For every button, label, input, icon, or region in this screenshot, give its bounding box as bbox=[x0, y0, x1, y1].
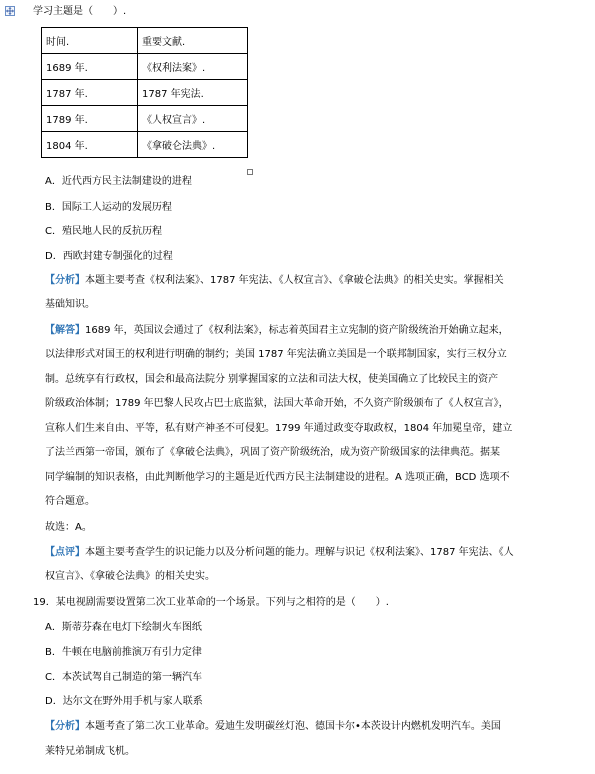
answer-text: 宣称人们生来自由、平等，私有财产神圣不可侵犯。1799 年通过政变夺取政权，1804 年加冕皇帝，建立 bbox=[45, 423, 513, 434]
table-cell: 1689 年. bbox=[42, 54, 138, 80]
analysis-text: 本题主要考查《权利法案》、1787 年宪法、《人权宣言》、《拿破仑法典》的相关史实。掌握相关 bbox=[85, 275, 504, 286]
table-row bbox=[42, 54, 248, 80]
comment-text: 本题主要考查学生的识记能力以及分析问题的能力。理解与识记《权利法案》、1787 年宪法、《人 bbox=[85, 547, 514, 558]
table-cell: 《拿破仑法典》. bbox=[138, 132, 248, 158]
table-cell: 《人权宣言》. bbox=[138, 106, 248, 132]
table-cell: 1789 年. bbox=[42, 106, 138, 132]
option-c: C．殖民地人民的反抗历程 bbox=[45, 226, 162, 237]
table-row bbox=[42, 132, 248, 158]
q19-option-c: C．本茨试驾自己制造的第一辆汽车 bbox=[45, 672, 202, 683]
move-arrows-icon bbox=[6, 7, 14, 15]
analysis-text: 基础知识。 bbox=[45, 299, 95, 310]
table-header-cell: 时间. bbox=[42, 28, 138, 54]
analysis2-tag: 【分析】 bbox=[45, 721, 85, 732]
analysis2-text: 本题考查了第二次工业革命。爱迪生发明碳丝灯泡、德国卡尔•本茨设计内燃机发明汽车。美国 bbox=[85, 721, 501, 732]
answer-text: 了法兰西第一帝国，颁布了《拿破仑法典》，巩固了资产阶级统治，成为资产阶级国家的法律典范。据某 bbox=[45, 447, 500, 458]
analysis-tag: 【分析】 bbox=[45, 275, 85, 286]
table-cell: 1787 年宪法. bbox=[138, 80, 248, 106]
table-cell: 1804 年. bbox=[42, 132, 138, 158]
analysis2-paragraph bbox=[45, 720, 501, 734]
option-d: D．西欧封建专制强化的过程 bbox=[45, 251, 173, 262]
answer-text: 以法律形式对国王的权利进行明确的制约；美国 1787 年宪法确立美国是一个联邦制国家，实行三权分立 bbox=[45, 349, 507, 360]
option-b: B．国际工人运动的发展历程 bbox=[45, 202, 172, 213]
analysis2-text: 莱特兄弟制成飞机。 bbox=[45, 746, 135, 757]
answer-text: 符合题意。 bbox=[45, 496, 95, 507]
q19-option-a: A．斯蒂芬森在电灯下绘制火车图纸 bbox=[45, 622, 202, 633]
table-cell: 《权利法案》. bbox=[138, 54, 248, 80]
move-anchor-icon[interactable] bbox=[5, 6, 15, 16]
q19-option-d: D．达尔文在野外用手机与家人联系 bbox=[45, 696, 203, 707]
answer-text: 阶级政治体制；1789 年巴黎人民攻占巴士底监狱，法国大革命开始，不久资产阶级颁布了《人权宣言》， bbox=[45, 398, 509, 409]
question-19-stem: 19．某电视剧需要设置第二次工业革命的一个场景。下列与之相符的是（ ）. bbox=[33, 597, 389, 608]
comment-tag: 【点评】 bbox=[45, 547, 85, 558]
answer-text: 1689 年，英国议会通过了《权利法案》，标志着英国君主立宪制的资产阶级统治开始确立起来， bbox=[85, 325, 509, 336]
option-a: A．近代西方民主法制建设的进程 bbox=[45, 176, 192, 187]
table-cell: 1787 年. bbox=[42, 80, 138, 106]
comment-text: 权宣言》、《拿破仑法典》的相关史实。 bbox=[45, 571, 215, 582]
answer-paragraph bbox=[45, 324, 509, 338]
answer-tag: 【解答】 bbox=[45, 325, 85, 336]
table-header-row bbox=[42, 28, 248, 54]
analysis-paragraph bbox=[45, 274, 504, 288]
table-row bbox=[42, 106, 248, 132]
q19-option-b: B．牛顿在电脑前推演万有引力定律 bbox=[45, 647, 202, 658]
table-header-cell: 重要文献. bbox=[138, 28, 248, 54]
answer-text: 制。总统享有行政权，国会和最高法院分 别掌握国家的立法和司法大权，使美国确立了比较民主的资产 bbox=[45, 374, 499, 385]
literature-table bbox=[41, 27, 248, 158]
question-intro: 学习主题是（ ）. bbox=[33, 6, 127, 17]
answer-text: 同学编制的知识表格，由此判断他学习的主题是近代西方民主法制建设的进程。A 选项正确，BCD 选项不 bbox=[45, 472, 510, 483]
table-row bbox=[42, 80, 248, 106]
comment-paragraph bbox=[45, 546, 514, 560]
table-resize-handle[interactable] bbox=[247, 169, 253, 175]
choice-line: 故选：A。 bbox=[45, 522, 92, 533]
